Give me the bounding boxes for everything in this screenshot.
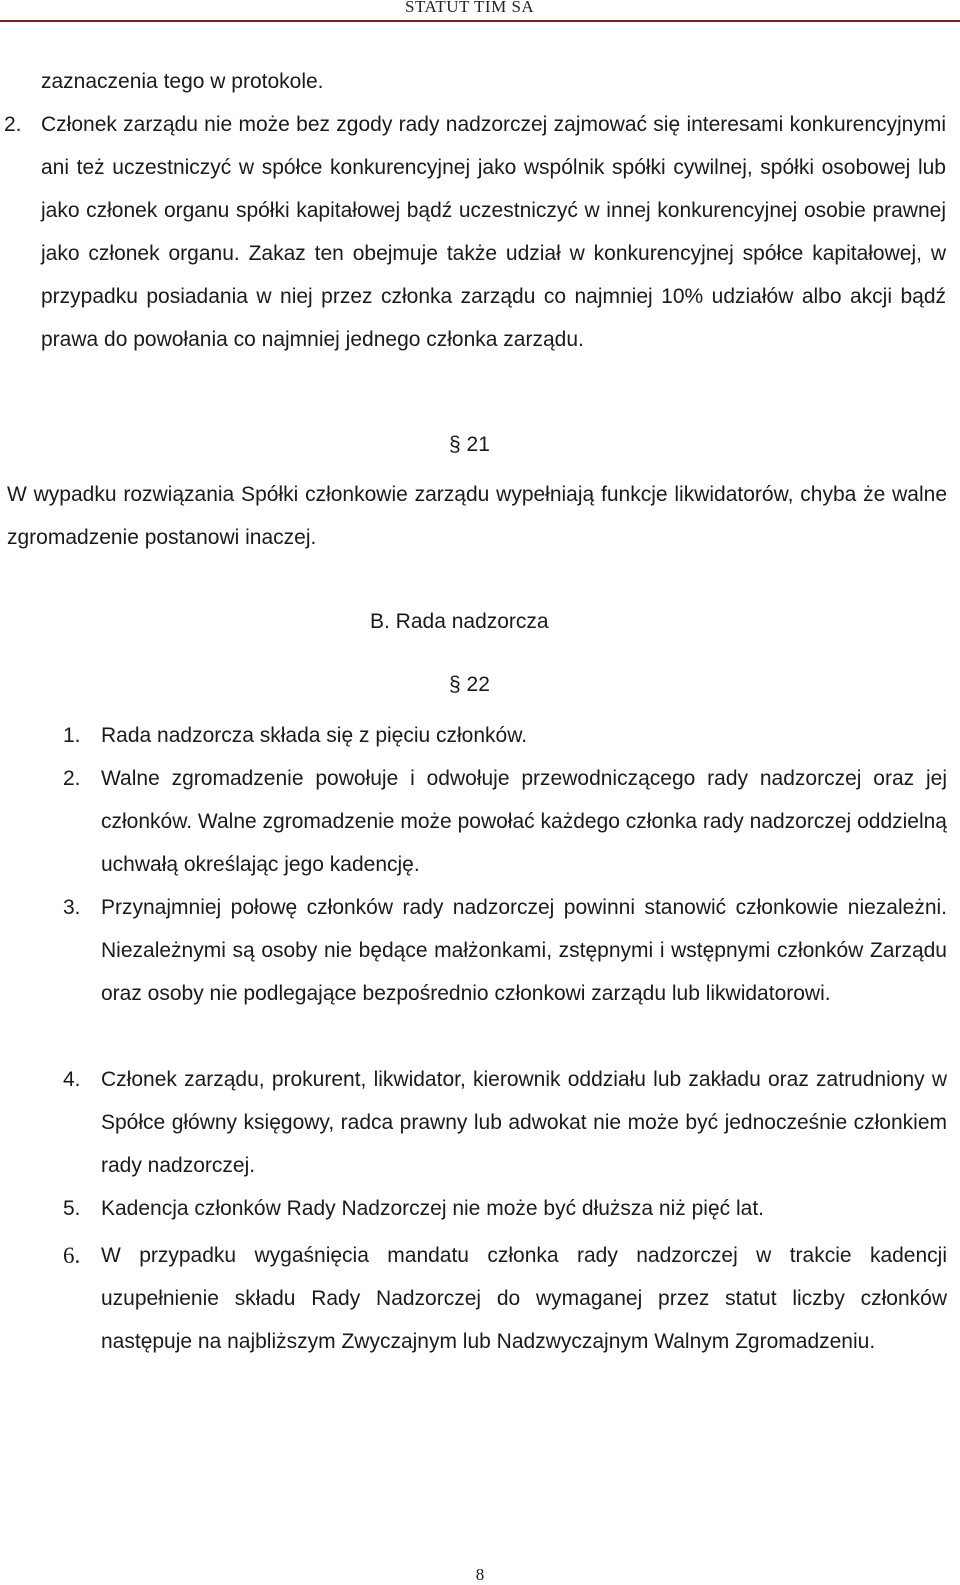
section-21-heading: § 21 [449,433,490,456]
item-text: Przynajmniej połowę członków rady nadzorczej powinni stanowić członkowie niezależni. Niezależnymi są osoby nie będące małżonkami, zstępnymi i wstępnymi członków Zarządu oraz osoby nie podlegające bezpośrednio członkowi zarządu lub likwidatorowi. [101,896,947,1005]
header-rule [0,20,960,22]
page-number: 8 [475,1565,485,1584]
item-number: 6. [63,1243,81,1268]
item-text: Kadencja członków Rady Nadzorczej nie może być dłuższa niż pięć lat. [101,1197,764,1220]
page-header [0,0,960,22]
section-22-heading: § 22 [449,673,490,696]
item-text: Członek zarządu nie może bez zgody rady nadzorczej zajmować się interesami konkurencyjnymi ani też uczestniczyć w spółce konkurencyjnej jako wspólnik spółki cywilnej, spółki osobowej lub jako członek organu spółki kapitałowej bądź uczestniczyć w innej konkurencyjnej osobie prawnej jako członek organu. Zakaz ten obejmuje także udział w konkurencyjnej spółce kapitałowej, w przypadku posiadania w niej przez członka zarządu co najmniej 10% udziałów albo akcji bądź prawa do powołania co najmniej jednego członka zarządu. [41,113,946,351]
item-number: 2. [63,767,81,790]
item-number: 4. [63,1068,81,1091]
item-number: 2. [4,113,22,136]
section-21-text: W wypadku rozwiązania Spółki członkowie zarządu wypełniają funkcje likwidatorów, chyba że walne zgromadzenie postanowi inaczej. [7,483,947,549]
item-text: Walne zgromadzenie powołuje i odwołuje przewodniczącego rady nadzorczej oraz jej członków. Walne zgromadzenie może powołać każdego członka rady nadzorczej oddzielną uchwałą określając jego kadencję. [101,767,947,876]
carry-over-line: zaznaczenia tego w protokole. [41,70,324,93]
item-text: W przypadku wygaśnięcia mandatu członka rady nadzorczej w trakcie kadencji uzupełnienie składu Rady Nadzorczej do wymaganej przez statut liczby członków następuje na najbliższym Zwyczajnym lub Nadzwyczajnym Walnym Zgromadzeniu. [101,1244,947,1353]
item-number: 3. [63,896,81,919]
item-text: Członek zarządu, prokurent, likwidator, kierownik oddziału lub zakładu oraz zatrudniony w Spółce główny księgowy, radca prawny lub adwokat nie może być jednocześnie członkiem rady nadzorczej. [101,1068,947,1177]
part-b-heading: B. Rada nadzorcza [370,610,549,633]
item-text: Rada nadzorcza składa się z pięciu członków. [101,724,528,747]
item-number: 5. [63,1197,81,1220]
header-title: STATUT TIM SA [405,0,535,16]
item-number: 1. [63,724,81,747]
